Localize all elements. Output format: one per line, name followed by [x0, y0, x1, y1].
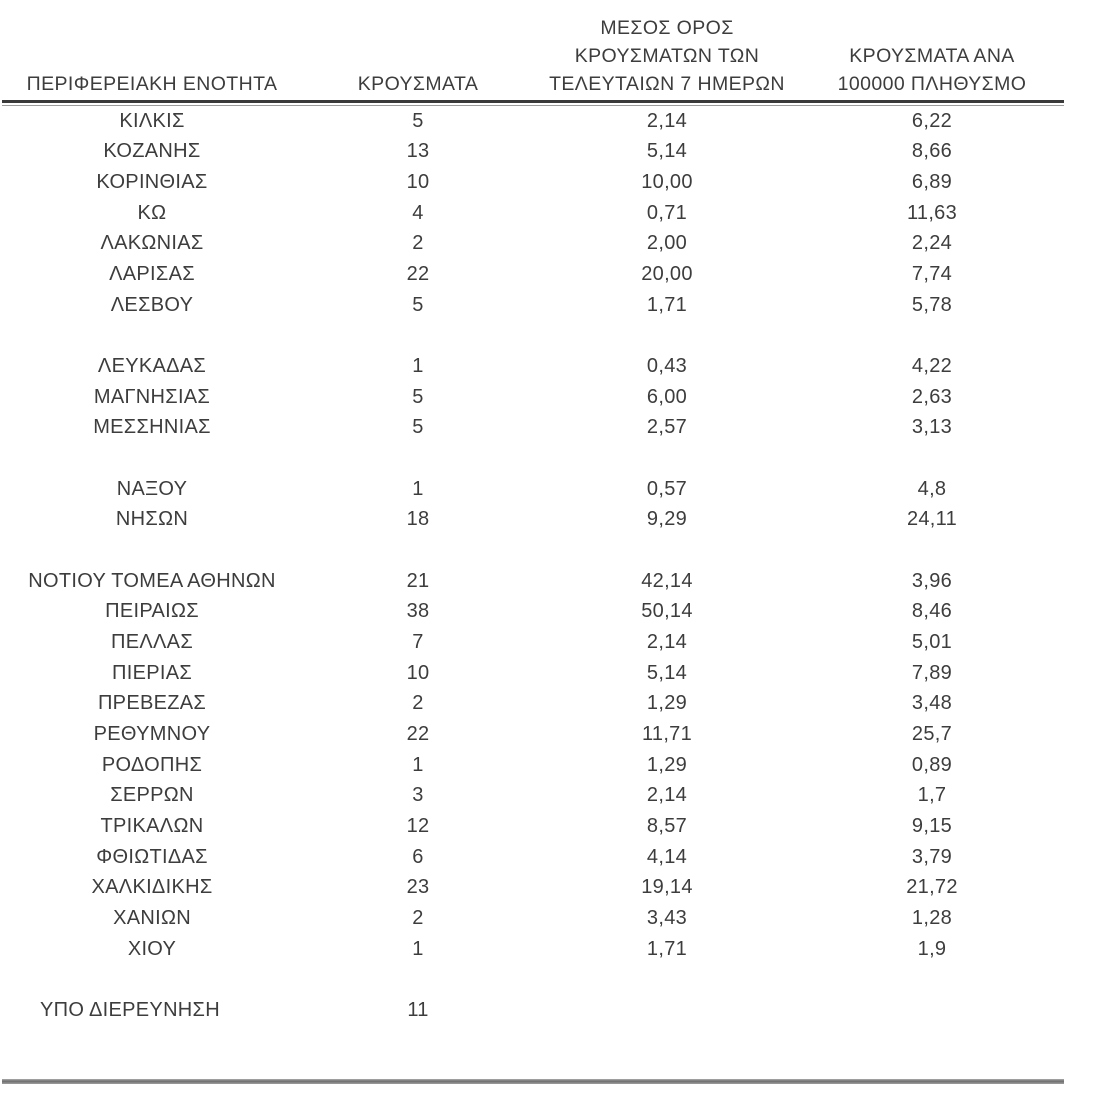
cell-avg7: 3,43 — [646, 906, 688, 929]
cell-cases: 1 — [412, 355, 424, 378]
cell-per100k: 2,24 — [911, 232, 953, 255]
table-row — [2, 474, 1064, 505]
cell-region: ΧΙΟΥ — [127, 937, 177, 960]
cell-cases: 22 — [406, 722, 430, 745]
cell-cases: 22 — [406, 263, 430, 286]
table-row — [2, 903, 1064, 934]
cell-region: ΚΙΛΚΙΣ — [119, 109, 185, 132]
cell-per100k: 25,7 — [911, 722, 953, 745]
column-header-line: ΤΕΛΕΥΤΑΙΩΝ 7 ΗΜΕΡΩΝ — [549, 73, 785, 95]
cell-region: ΧΑΛΚΙΔΙΚΗΣ — [91, 876, 213, 899]
cell-region: ΦΘΙΩΤΙΔΑΣ — [96, 845, 208, 868]
cell-cases: 5 — [412, 293, 424, 316]
column-header-region — [2, 70, 302, 98]
table-row — [2, 597, 1064, 628]
table-row — [2, 688, 1064, 719]
table-row — [2, 290, 1064, 321]
cell-cases: 3 — [412, 784, 424, 807]
cell-cases: 2 — [412, 232, 424, 255]
cell-per100k: 7,74 — [911, 263, 953, 286]
cell-per100k: 5,78 — [911, 293, 953, 316]
cell-avg7: 4,14 — [646, 845, 688, 868]
cell-cases: 5 — [412, 385, 424, 408]
table-row — [2, 719, 1064, 750]
cell-cases: 10 — [406, 171, 430, 194]
cell-cases: 10 — [406, 661, 430, 684]
table-row — [2, 106, 1064, 137]
cell-avg7: 42,14 — [641, 569, 693, 592]
cell-per100k: 6,89 — [911, 171, 953, 194]
cell-avg7: 2,00 — [646, 232, 688, 255]
table-row — [2, 780, 1064, 811]
cell-per100k: 3,96 — [911, 569, 953, 592]
table-row — [2, 229, 1064, 260]
cell-region: ΛΕΣΒΟΥ — [110, 293, 194, 316]
cell-cases: 2 — [412, 906, 424, 929]
table-row — [2, 167, 1064, 198]
cell-cases: 1 — [412, 937, 424, 960]
cell-per100k: 6,22 — [911, 109, 953, 132]
cell-avg7: 2,14 — [646, 630, 688, 653]
cell-avg7: 2,14 — [646, 784, 688, 807]
cell-per100k: 0,89 — [911, 753, 953, 776]
cell-avg7: 50,14 — [641, 600, 693, 623]
cell-region: ΤΡΙΚΑΛΩΝ — [100, 814, 204, 837]
cell-region: ΣΕΡΡΩΝ — [110, 784, 194, 807]
cell-per100k: 1,28 — [911, 906, 953, 929]
cell-per100k: 3,48 — [911, 692, 953, 715]
cell-per100k: 4,22 — [911, 355, 953, 378]
cell-region: ΥΠΟ ΔΙΕΡΕΥΝΗΣΗ — [40, 998, 220, 1021]
cell-avg7: 1,29 — [646, 753, 688, 776]
section-spacer — [2, 321, 1064, 352]
cell-cases: 1 — [412, 753, 424, 776]
cell-cases: 13 — [406, 140, 430, 163]
section-spacer — [2, 443, 1064, 474]
cell-region: ΝΗΣΩΝ — [115, 508, 189, 531]
cell-avg7: 5,14 — [646, 661, 688, 684]
cell-cases: 4 — [412, 201, 424, 224]
cell-per100k: 3,13 — [911, 416, 953, 439]
cell-region: ΛΑΡΙΣΑΣ — [109, 263, 195, 286]
table-row — [2, 505, 1064, 536]
table-row — [2, 198, 1064, 229]
table-row — [2, 750, 1064, 781]
cell-region: ΡΕΘΥΜΝΟΥ — [93, 722, 211, 745]
cell-avg7: 1,29 — [646, 692, 688, 715]
cell-cases: 11 — [407, 998, 429, 1021]
cell-avg7: 2,57 — [646, 416, 688, 439]
table-row — [2, 259, 1064, 290]
table-row-under-investigation — [2, 995, 1064, 1026]
cell-region: ΚΟΖΑΝΗΣ — [103, 140, 201, 163]
column-header-line: ΜΕΣΟΣ ΟΡΟΣ — [600, 17, 734, 39]
cell-per100k: 9,15 — [911, 814, 953, 837]
column-header-cases — [302, 70, 534, 98]
cell-cases: 18 — [406, 508, 430, 531]
cell-per100k: 1,9 — [917, 937, 947, 960]
section-spacer — [2, 535, 1064, 566]
cell-region: ΝΑΞΟΥ — [116, 477, 188, 500]
cell-per100k: 3,79 — [911, 845, 953, 868]
column-header-line: ΚΡΟΥΣΜΑΤΑ ΑΝΑ — [849, 45, 1015, 67]
cell-avg7: 1,71 — [646, 937, 688, 960]
cell-per100k: 2,63 — [911, 385, 953, 408]
cell-avg7: 0,43 — [646, 355, 688, 378]
table-row — [2, 566, 1064, 597]
cell-cases: 1 — [412, 477, 424, 500]
cell-avg7: 9,29 — [646, 508, 688, 531]
column-header-avg7 — [534, 14, 800, 98]
cell-per100k: 4,8 — [917, 477, 947, 500]
cell-region: ΚΟΡΙΝΘΙΑΣ — [96, 171, 208, 194]
cell-region: ΠΕΛΛΑΣ — [110, 630, 193, 653]
cell-avg7: 6,00 — [646, 385, 688, 408]
cell-cases: 2 — [412, 692, 424, 715]
table-bottom-rule — [2, 1079, 1064, 1084]
column-header-line: ΚΡΟΥΣΜΑΤΑ — [357, 73, 479, 95]
cell-region: ΠΙΕΡΙΑΣ — [111, 661, 193, 684]
table-row — [2, 351, 1064, 382]
cell-cases: 38 — [406, 600, 430, 623]
table-row — [2, 137, 1064, 168]
table-row — [2, 413, 1064, 444]
table-row — [2, 658, 1064, 689]
column-header-per100k — [800, 42, 1064, 98]
cell-avg7: 0,71 — [646, 201, 688, 224]
section-spacer — [2, 964, 1064, 995]
cell-region: ΠΕΙΡΑΙΩΣ — [105, 600, 199, 623]
cell-region: ΝΟΤΙΟΥ ΤΟΜΕΑ ΑΘΗΝΩΝ — [28, 569, 276, 592]
table-row — [2, 811, 1064, 842]
table-row — [2, 842, 1064, 873]
cell-avg7: 1,71 — [646, 293, 688, 316]
table-row — [2, 382, 1064, 413]
cell-per100k: 21,72 — [906, 876, 958, 899]
cell-region: ΜΕΣΣΗΝΙΑΣ — [93, 416, 211, 439]
cell-per100k: 1,7 — [917, 784, 947, 807]
cell-avg7: 8,57 — [646, 814, 688, 837]
cell-per100k: 8,66 — [911, 140, 953, 163]
table-row — [2, 872, 1064, 903]
cell-avg7: 2,14 — [646, 109, 688, 132]
cell-region: ΛΕΥΚΑΔΑΣ — [97, 355, 207, 378]
cell-region: ΜΑΓΝΗΣΙΑΣ — [93, 385, 211, 408]
cell-avg7: 5,14 — [646, 140, 688, 163]
cell-cases: 6 — [412, 845, 424, 868]
regional-cases-table — [2, 0, 1064, 1084]
column-header-line: ΚΡΟΥΣΜΑΤΩΝ ΤΩΝ — [574, 45, 760, 67]
cell-region: ΧΑΝΙΩΝ — [113, 906, 191, 929]
cell-avg7: 19,14 — [641, 876, 693, 899]
table-row — [2, 627, 1064, 658]
column-header-line: ΠΕΡΙΦΕΡΕΙΑΚΗ ΕΝΟΤΗΤΑ — [26, 73, 278, 95]
cell-cases: 5 — [412, 109, 424, 132]
cell-avg7: 0,57 — [646, 477, 688, 500]
cell-avg7: 10,00 — [641, 171, 693, 194]
cell-region: ΠΡΕΒΕΖΑΣ — [97, 692, 207, 715]
column-header-line: 100000 ΠΛΗΘΥΣΜΟ — [837, 73, 1027, 95]
cell-region: ΡΟΔΟΠΗΣ — [101, 753, 203, 776]
cell-per100k: 8,46 — [911, 600, 953, 623]
cell-region: ΚΩ — [137, 201, 167, 224]
cell-region: ΛΑΚΩΝΙΑΣ — [100, 232, 204, 255]
cell-cases: 5 — [412, 416, 424, 439]
cell-per100k: 5,01 — [911, 630, 953, 653]
cell-cases: 7 — [412, 630, 424, 653]
cell-cases: 21 — [406, 569, 430, 592]
cell-cases: 23 — [406, 876, 430, 899]
table-body — [2, 106, 1064, 995]
cell-avg7: 11,71 — [641, 722, 693, 745]
table-row — [2, 934, 1064, 965]
cell-per100k: 24,11 — [906, 508, 958, 531]
cell-cases: 12 — [406, 814, 430, 837]
cell-avg7: 20,00 — [641, 263, 693, 286]
cell-per100k: 7,89 — [911, 661, 953, 684]
table-header-row — [2, 0, 1064, 98]
cell-per100k: 11,63 — [906, 201, 958, 224]
